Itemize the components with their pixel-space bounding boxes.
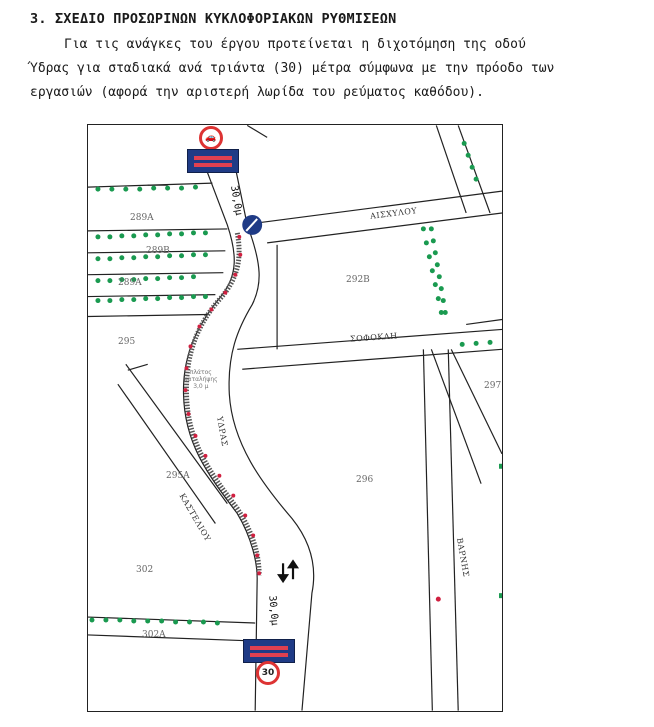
street-label-sofokli: ΣΟΦΟΚΛΗ (349, 331, 398, 344)
work-zone-note-line-3: 3,0 μ (193, 383, 209, 390)
block-label-289b: 289Β (146, 246, 170, 256)
speed-limit-sign-icon: 30 (256, 661, 280, 685)
block-label-292b: 292Β (346, 275, 370, 285)
work-zone-note (184, 369, 218, 390)
block-label-302: 302 (136, 565, 154, 575)
top-barrier-sign-icon (187, 149, 239, 173)
block-label-295: 295 (118, 337, 136, 347)
block-label-289a-top: 289Α (130, 213, 154, 223)
street-label-varnis: ΒΑΡΝΗΣ (454, 537, 471, 578)
two-way-traffic-arrows-icon (279, 561, 297, 581)
keep-right-sign-icon (242, 215, 262, 235)
street-label-ydras: ΥΔΡΑΣ (215, 415, 230, 448)
block-label-296: 296 (356, 475, 374, 485)
traffic-plan-map (87, 124, 503, 712)
block-label-289a-mid: 289Α (118, 278, 142, 288)
street-label-aischylou: ΑΙΣΧΥΛΟΥ (369, 206, 418, 221)
work-zone-note-line-2: καταλήψης (184, 376, 218, 383)
paragraph-line-2: Ύδρας για σταδιακά ανά τριάντα (30) μέτρα σύμφωνα με την πρόοδο των (30, 61, 555, 76)
section-heading: 3. ΣΧΕΔΙΟ ΠΡΟΣΩΡΙΝΩΝ ΚΥΚΛΟΦΟΡΙΑΚΩΝ ΡΥΘΜΙΣΕΩΝ (30, 11, 397, 27)
distance-label-top: 30,0μ (228, 184, 245, 217)
street-label-kasteliou: ΚΑΣΤΕΛΙΟΥ (177, 491, 213, 544)
paragraph-line-1: Για τις ανάγκες του έργου προτείνεται η διχοτόμηση της οδού (64, 37, 526, 52)
work-zone-note-line-1: πλάτος (189, 369, 212, 376)
distance-label-bottom: 30,0μ (266, 595, 280, 626)
no-overtaking-sign-icon: 🚗 (199, 126, 223, 150)
bottom-barrier-sign-icon (243, 639, 295, 663)
block-label-297: 297 (484, 381, 502, 391)
block-label-295a: 295Α (166, 471, 190, 481)
paragraph-line-3: εργασιών (αφορά την αριστερή λωρίδα του ρεύματος καθόδου). (30, 85, 484, 100)
block-label-302a: 302Α (142, 630, 166, 640)
